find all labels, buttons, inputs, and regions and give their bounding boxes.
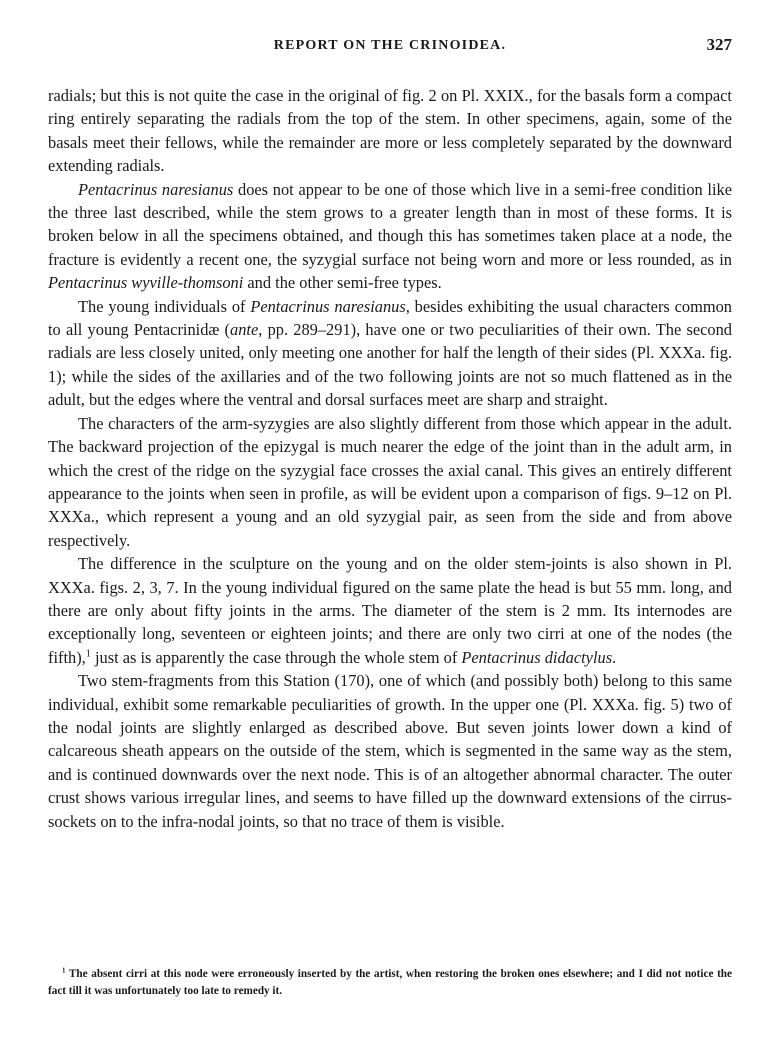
paragraph-text: , besides exhibiting the usual characters common to all young Pentacrinidæ (	[48, 296, 732, 340]
paragraph-text: The difference in the sculpture on the young and on the older stem-joints is also shown in Pl. XXXa. figs. 2, 3, 7. In the young individual figured on the same plate the head is but 55 mm. long, and there are only about fifty joints in the arms. The diameter of the stem is 2 mm. Its internodes are exceptionally long, seventeen or eighteen joints; and there are only two cirri at one of the nodes (the fifth),	[48, 554, 732, 667]
paragraph-text: .	[612, 647, 617, 667]
running-head: REPORT ON THE CRINOIDEA.	[273, 38, 507, 53]
paragraph-text: and the other semi-free types.	[243, 273, 442, 293]
paragraph-text: , pp. 289–291), have one or two peculiarities of their own. The second radials are less closely united, only meeting one another for half the length of their sides (Pl. XXXa. fig. 1); while the sides of the axillaries and of the two following joints are not so much flattened as in the adult, but the edges where the ventral and dorsal surfaces meet are sharp and straight.	[48, 320, 732, 410]
paragraph-text: does not appear to be one of those which live in a semi-free condition like the three last described, while the stem grows to a greater length than in most of these forms. It is broken below in all the specimens obtained, and though this has sometimes taken place at a node, the fracture is evidently a recent one, the syzygial surface not being worn and more or less rounded, as in	[48, 179, 733, 269]
paragraph	[48, 295, 732, 412]
body-text	[48, 84, 732, 833]
italic-text: Pentacrinus didactylus	[461, 647, 613, 667]
paragraph	[48, 178, 732, 295]
paragraph-text: The young individuals of	[78, 296, 251, 316]
page-header	[48, 35, 732, 62]
paragraph	[48, 412, 732, 552]
page-number: 327	[706, 35, 732, 54]
footnote	[48, 966, 732, 1000]
paragraph-text: radials; but this is not quite the case in the original of fig. 2 on Pl. XXIX., for the basals form a compact ring entirely separating the radials from the top of the stem. In other specimens, again, some of the basals meet their fellows, while the remainder are more or less completely separated by the downward extending radials.	[48, 86, 732, 176]
italic-text: Pentacrinus wyville-thomsoni	[48, 273, 244, 293]
footnote-reference: 1	[85, 648, 91, 660]
paragraph-text: just as is apparently the case through the whole stem of	[90, 647, 462, 667]
italic-text: ante	[230, 320, 259, 340]
paragraph-text: Two stem-fragments from this Station (170), one of which (and possibly both) belong to this same individual, exhibit some remarkable peculiarities of growth. In the upper one (Pl. XXXa. fig. 5) two of the nodal joints are slightly enlarged as described above. But seven joints lower down a kind of calcareous sheath appears on the outside of the stem, which is segmented in the same way as the stem, and is continued downwards over the next node. This is of an altogether abnormal character. The outer crust shows various irregular lines, and seems to have filled up the downward extensions of the cirrus-sockets on to the infra-nodal joints, so that no trace of them is visible.	[48, 671, 732, 831]
italic-text: Pentacrinus naresianus	[78, 179, 234, 199]
footnote-marker: 1	[62, 966, 66, 975]
footnote-text: The absent cirri at this node were erroneously inserted by the artist, when restoring the broken ones elsewhere; and I did not notice the fact till it was unfortunately too late to remedy it.	[48, 968, 732, 997]
paragraph	[48, 669, 732, 833]
italic-text: Pentacrinus naresianus	[250, 296, 406, 316]
paragraph	[48, 84, 732, 178]
paragraph-text: The characters of the arm-syzygies are also slightly different from those which appear in the adult. The backward projection of the epizygal is much nearer the edge of the joint than in the adult arm, in which the crest of the ridge on the syzygial face crosses the axial canal. This gives an entirely different appearance to the joints when seen in profile, as will be evident upon a comparison of figs. 9–12 on Pl. XXXa., which represent a young and an old syzygial pair, as seen from the side and from above respectively.	[48, 413, 732, 550]
paragraph	[48, 552, 732, 669]
